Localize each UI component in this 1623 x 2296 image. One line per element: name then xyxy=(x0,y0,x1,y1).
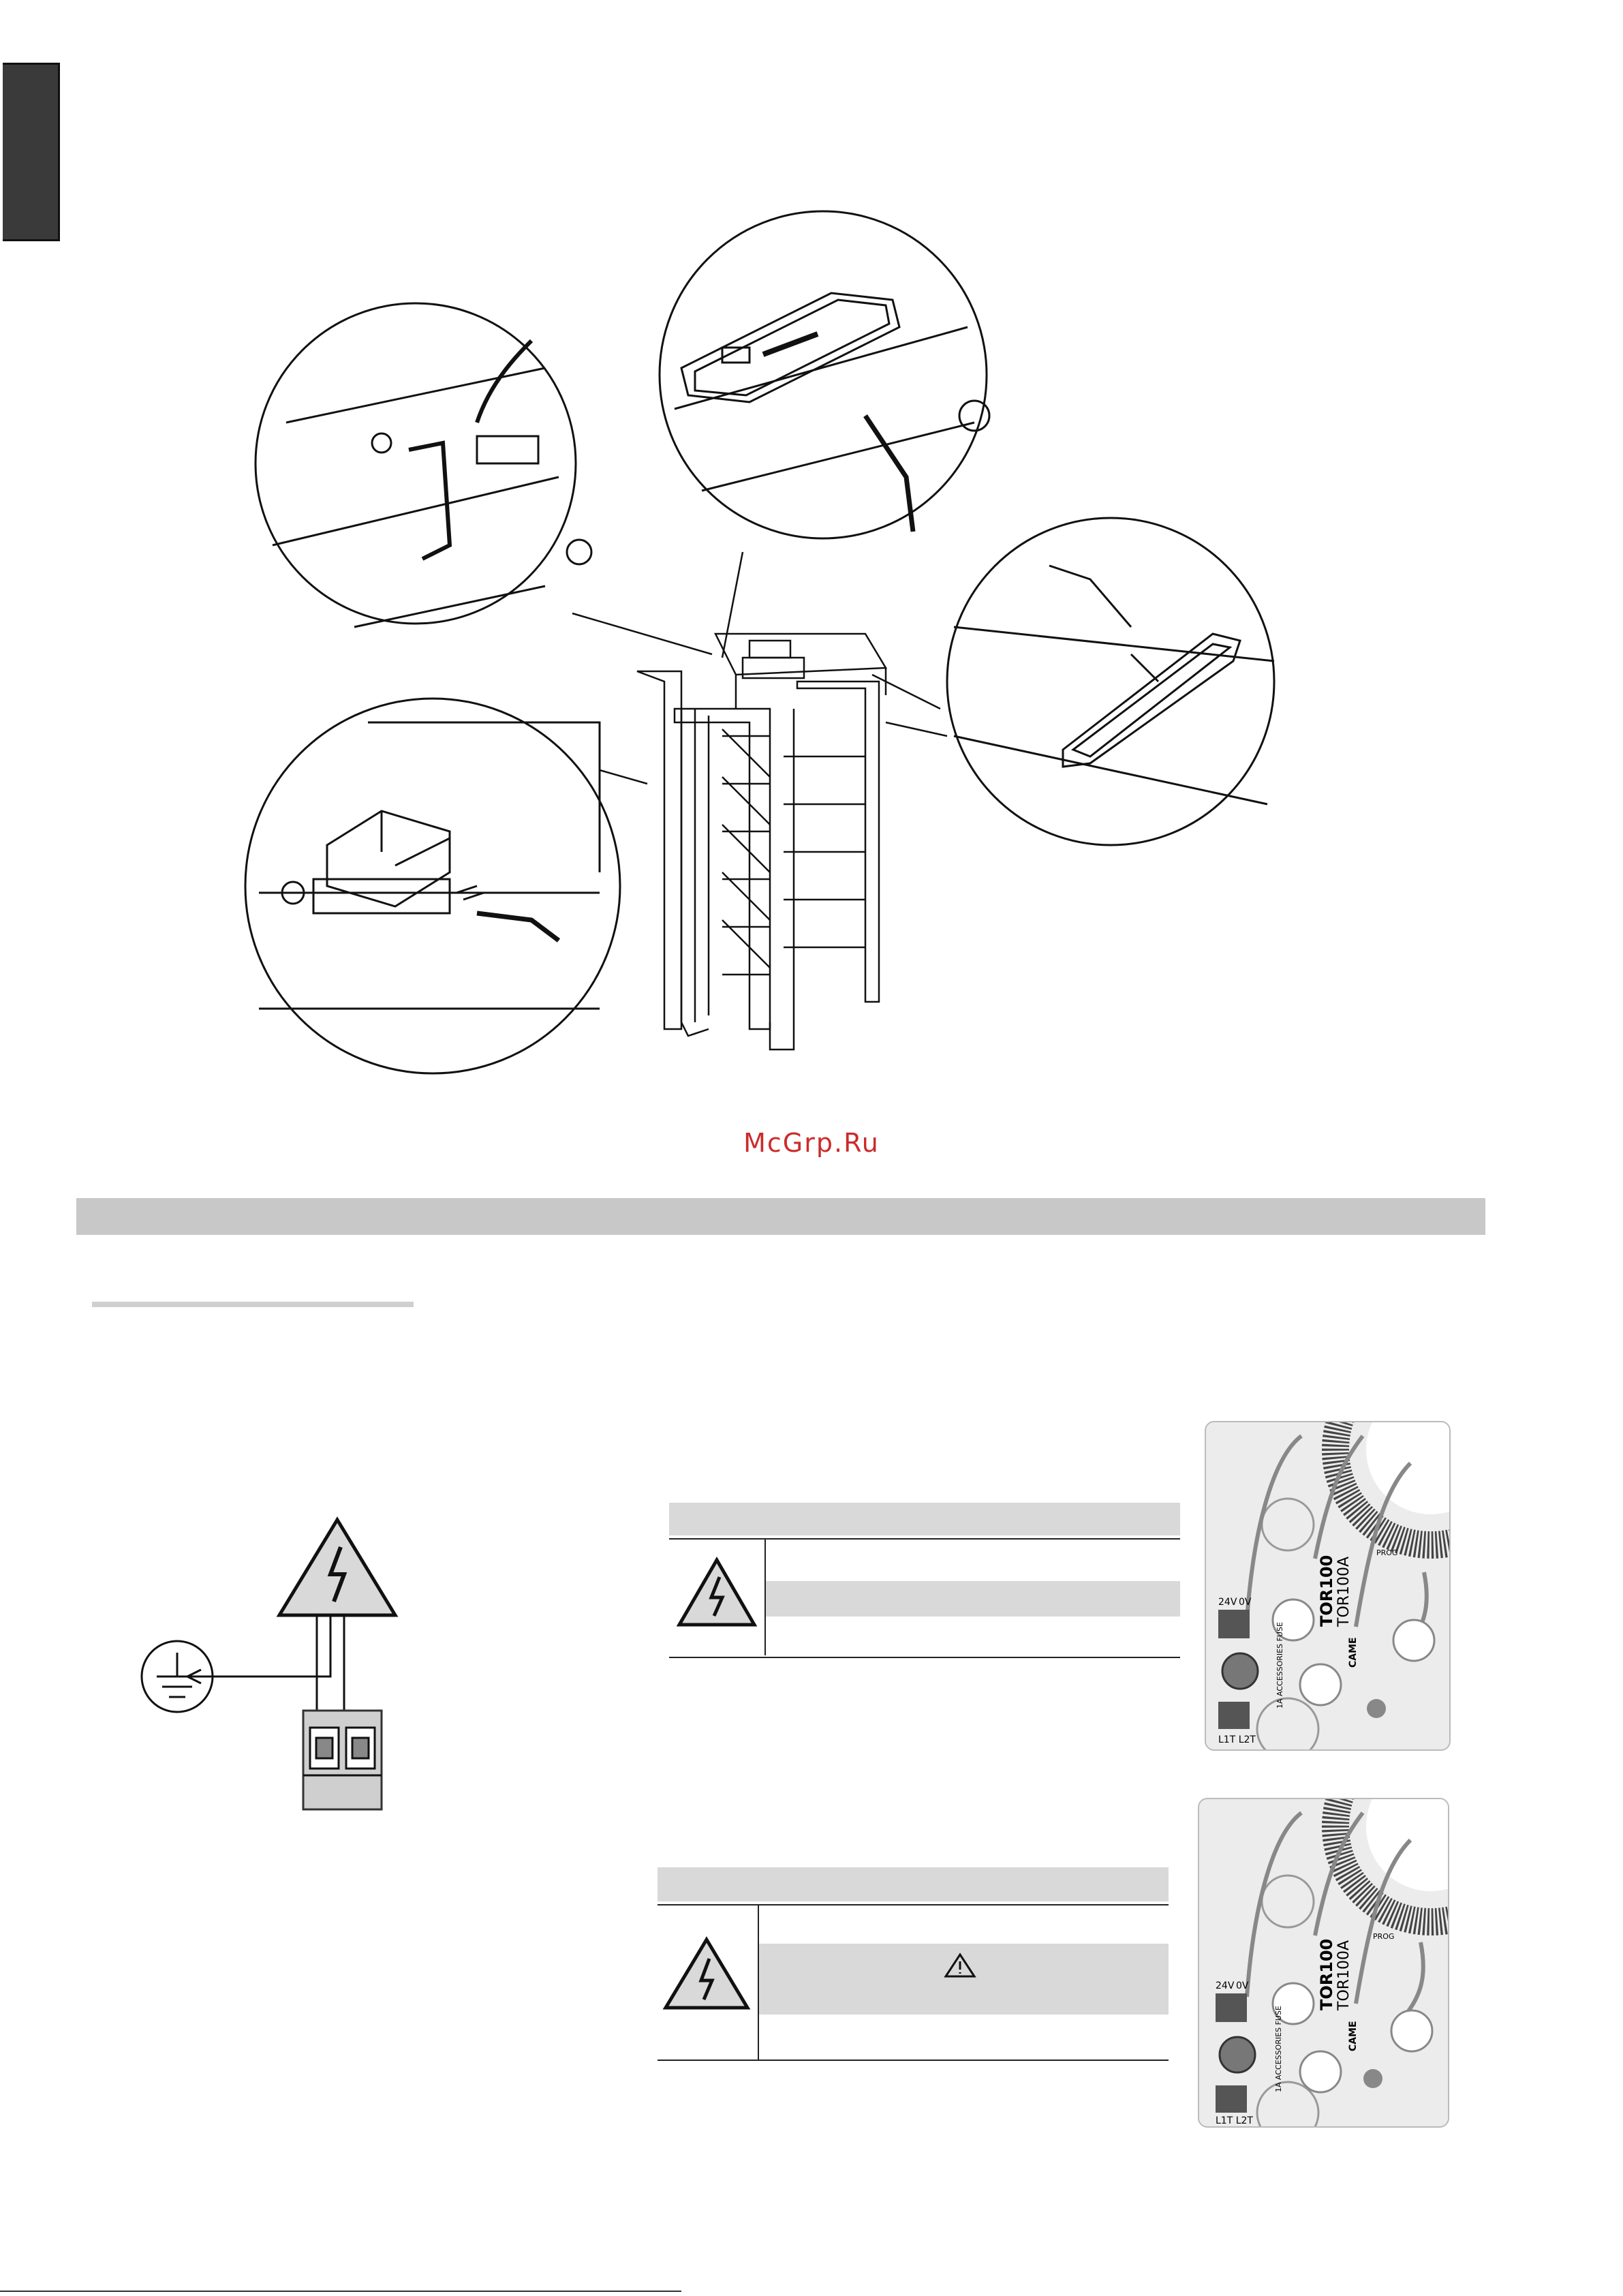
board-prog-label: PROG xyxy=(1373,1932,1395,1941)
board-model-label: TOR100 xyxy=(1317,1555,1336,1627)
watermark-text: McGrp.Ru xyxy=(743,1128,880,1158)
board-prog-label: PROG xyxy=(1376,1548,1398,1557)
warning-panel-header xyxy=(669,1503,1180,1535)
high-voltage-warning-icon xyxy=(279,1520,395,1615)
board-label-lights: L1T L2T xyxy=(1216,2115,1253,2126)
control-board-photo-2 xyxy=(1198,1798,1449,2128)
board-model-label-a: TOR100A xyxy=(1335,1940,1352,2010)
board-label-24v: 24V xyxy=(1216,1980,1235,1991)
earthing-diagram xyxy=(136,1506,409,1826)
board-brand-label: CAME xyxy=(1348,2021,1359,2051)
page-footer-rule xyxy=(0,2291,681,2292)
board-label-0v: 0V xyxy=(1236,1980,1249,1991)
detail-circle-cable-routing xyxy=(256,303,591,627)
subsection-heading-rule xyxy=(92,1302,414,1307)
board-label-0v: 0V xyxy=(1239,1597,1252,1608)
warning-panel-1 xyxy=(669,1503,1180,1659)
board-label-lights: L1T L2T xyxy=(1218,1734,1256,1745)
section-heading-bar xyxy=(76,1198,1485,1235)
control-board-photo-1 xyxy=(1205,1421,1451,1751)
board-fuse-label: 1A ACCESSORIES FUSE xyxy=(1274,2006,1283,2092)
detail-circle-top-cover xyxy=(947,518,1274,845)
board-model-label: TOR100 xyxy=(1317,1938,1336,2010)
detail-circle-control-box xyxy=(245,699,620,1073)
board-model-label-a: TOR100A xyxy=(1335,1556,1352,1627)
warning-panel-2 xyxy=(658,1867,1169,2062)
board-brand-label: CAME xyxy=(1348,1637,1359,1668)
board-fuse-label: 1A ACCESSORIES FUSE xyxy=(1276,1622,1284,1709)
detail-circle-cover-panel xyxy=(660,211,989,538)
board-label-24v: 24V xyxy=(1218,1597,1237,1608)
warning-panel-header xyxy=(658,1867,1169,1901)
high-voltage-warning-icon xyxy=(679,1560,754,1625)
turnstile-assembly-illustration xyxy=(0,0,1623,1090)
